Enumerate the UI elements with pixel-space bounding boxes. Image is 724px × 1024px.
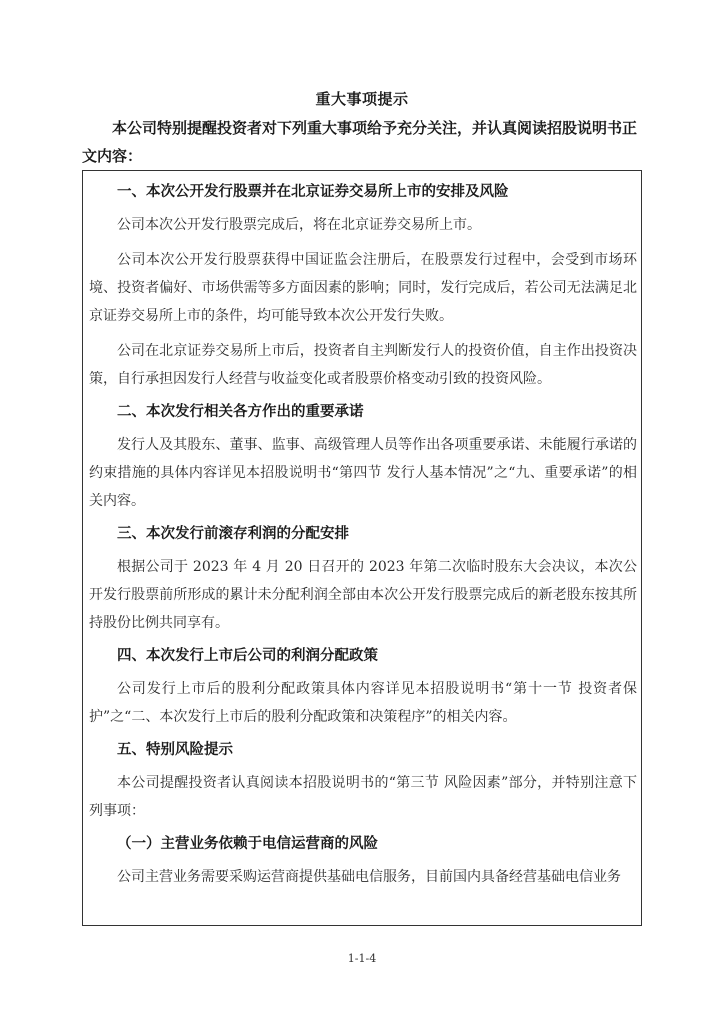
page-number: 1-1-4: [347, 952, 377, 965]
section-heading: 二、本次发行相关各方作出的重要承诺: [117, 403, 364, 420]
section-heading: 五、特别风险提示: [117, 741, 233, 758]
paragraph: 公司发行上市后的股利分配政策具体内容详见本招股说明书“第十一节 投资者保护”之“二、本次发行上市后的股利分配政策和决策程序”的相关内容。: [89, 681, 637, 725]
paragraph: 公司在北京证券交易所上市后，投资者自主判断发行人的投资价值，自主作出投资决策，自行承担因发行人经营与收益变化或者股票价格变动引致的投资风险。: [89, 343, 637, 387]
paragraph: 公司主营业务需要采购运营商提供基础电信服务，目前国内具备经营基础电信业务: [117, 869, 621, 885]
paragraph: 公司本次公开发行股票完成后，将在北京证券交易所上市。: [117, 217, 481, 233]
paragraph: 本公司提醒投资者认真阅读本招股说明书的“第三节 风险因素”部分，并特别注意下列事项：: [89, 775, 637, 819]
intro-text: 本公司特别提醒投资者对下列重大事项给予充分关注，并认真阅读招股说明书正文内容：: [82, 119, 638, 165]
subsection-1: [89, 829, 637, 891]
page-title: 重大事项提示: [315, 90, 409, 108]
section-2: [89, 397, 637, 515]
content-box: [82, 170, 642, 926]
section-3: [89, 519, 637, 637]
section-heading: 一、本次公开发行股票并在北京证券交易所上市的安排及风险: [117, 183, 509, 200]
section-1: [89, 177, 637, 393]
section-heading: 三、本次发行前滚存利润的分配安排: [117, 525, 349, 542]
paragraph: 公司本次公开发行股票获得中国证监会注册后，在股票发行过程中，会受到市场环境、投资者偏好、市场供需等多方面因素的影响；同时，发行完成后，若公司无法满足北京证券交易所上市的条件，均可能导致本次公开发行失败。: [89, 252, 637, 324]
paragraph: 根据公司于 2023 年 4 月 20 日召开的 2023 年第二次临时股东大会决议，本次公开发行股票前所形成的累计未分配利润全部由本次公开发行股票完成后的新老股东按其所持股份比例共同享有。: [89, 559, 637, 631]
subsection-heading: （一）主营业务依赖于电信运营商的风险: [117, 835, 378, 852]
paragraph: 发行人及其股东、董事、监事、高级管理人员等作出各项重要承诺、未能履行承诺的约束措施的具体内容详见本招股说明书“第四节 发行人基本情况”之“九、重要承诺”的相关内容。: [89, 437, 637, 509]
section-heading: 四、本次发行上市后公司的利润分配政策: [117, 647, 378, 664]
section-4: [89, 641, 637, 731]
section-5: [89, 735, 637, 825]
